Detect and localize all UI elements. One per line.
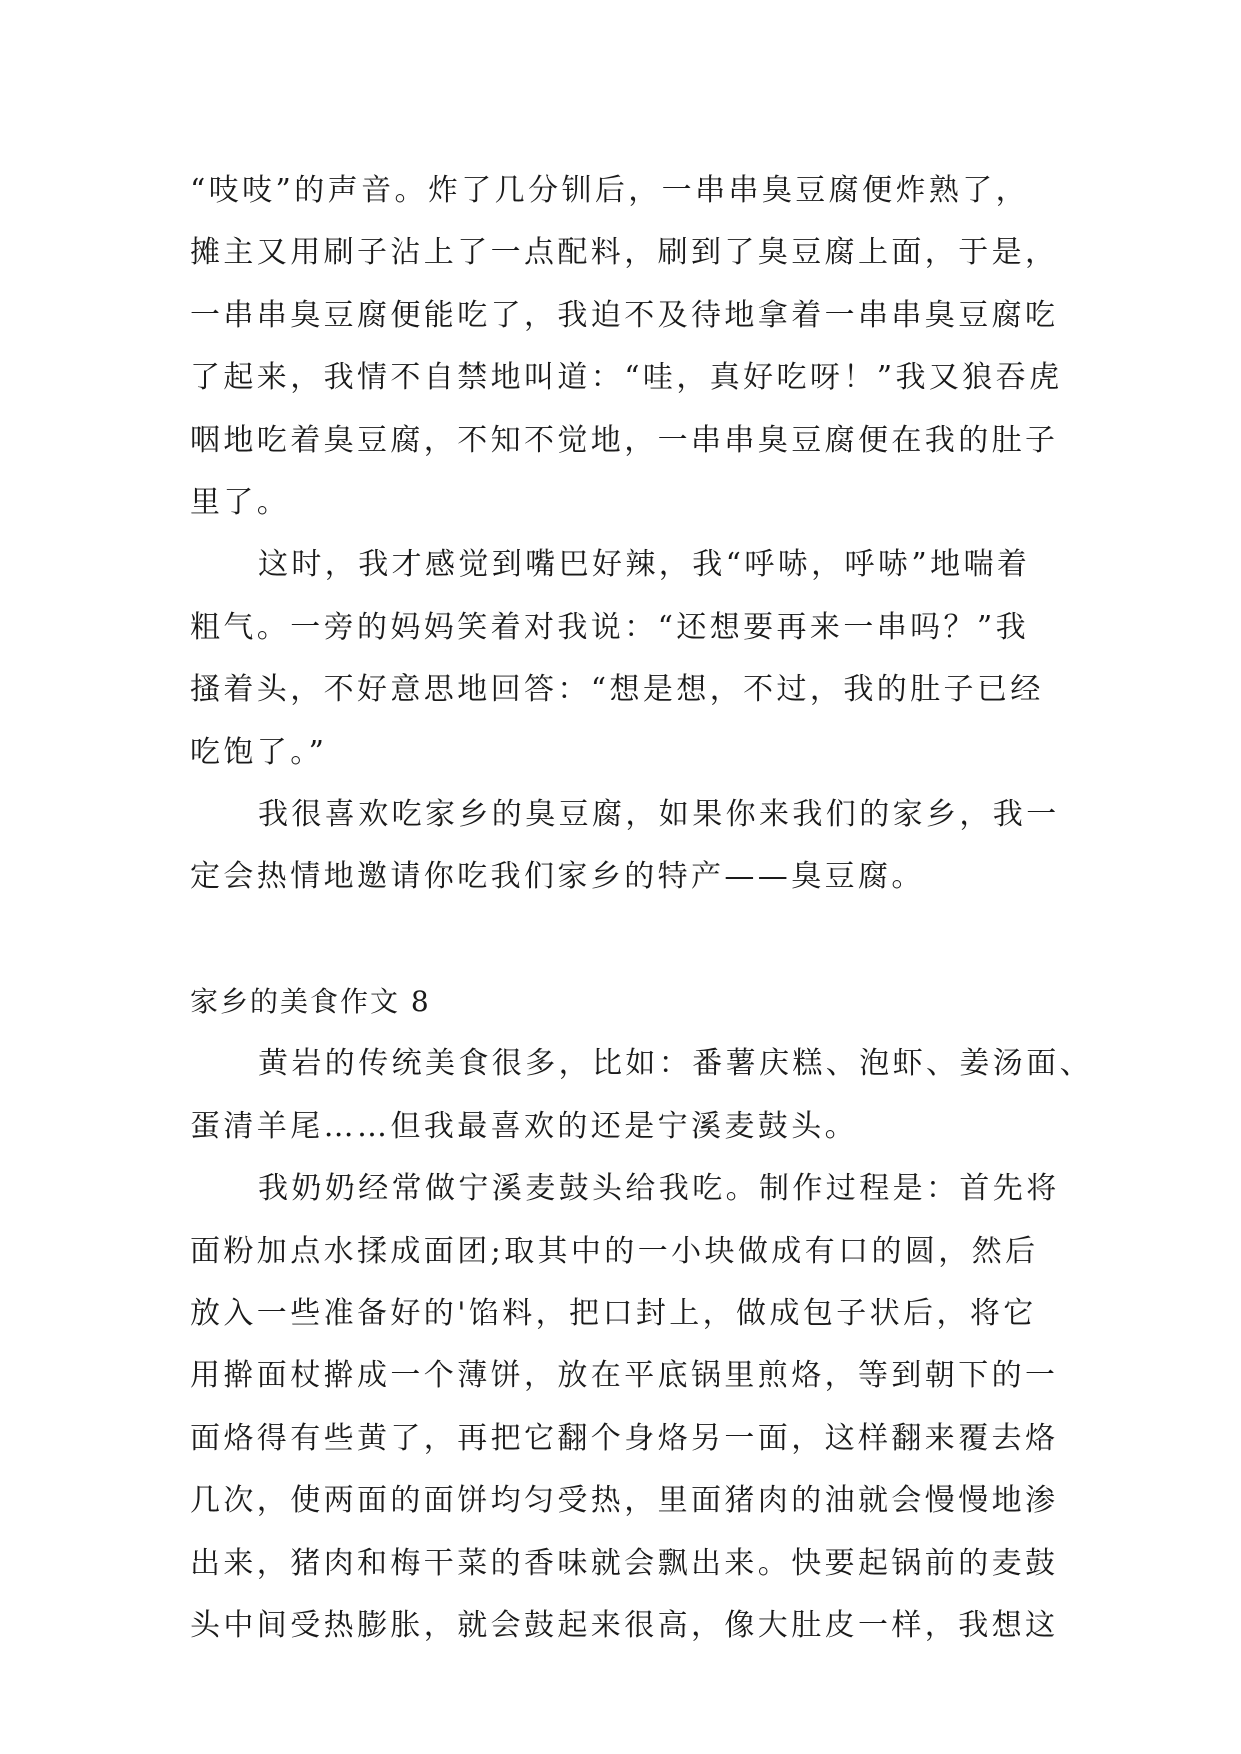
text-line: 黄岩的传统美食很多，比如：番薯庆糕、泡虾、姜汤面、 [258,1046,1093,1082]
text-line: 了起来，我情不自禁地叫道：“哇，真好吃呀！”我又狼吞虎 [190,360,1063,396]
text-line: 吃饱了。” [190,734,328,770]
text-line: 这时，我才感觉到嘴巴好辣，我“呼哧，呼哧”地喘着 [258,547,1031,583]
text-line: 我奶奶经常做宁溪麦鼓头给我吃。制作过程是：首先将 [258,1171,1060,1207]
paragraph [190,784,1060,909]
text-line: 头中间受热膨胀，就会鼓起来很高，像大肚皮一样，我想这 [190,1607,1059,1643]
text-line: 用擀面杖擀成一个薄饼，放在平底锅里煎烙，等到朝下的一 [190,1358,1059,1394]
text-line: “吱吱”的声音。炸了几分钏后，一串串臭豆腐便炸熟了， [190,173,1030,208]
paragraph [190,1158,1060,1657]
text-line: 我很喜欢吃家乡的臭豆腐，如果你来我们的家乡，我一 [258,796,1060,832]
text-line: 面烙得有些黄了，再把它翻个身烙另一面，这样翻来覆去烙 [190,1420,1059,1456]
text-line: 面粉加点水揉成面团;取其中的一小块做成有口的圆，然后 [190,1233,1039,1269]
text-line: 咽地吃着臭豆腐，不知不觉地，一串串臭豆腐便在我的肚子 [190,422,1059,458]
text-line: 定会热情地邀请你吃我们家乡的特产——臭豆腐。 [190,859,925,895]
text-line: 粗气。一旁的妈妈笑着对我说：“还想要再来一串吗？”我 [190,609,1030,645]
text-line: 几次，使两面的面饼均匀受热，里面猪肉的油就会慢慢地渗 [190,1483,1059,1519]
paragraph [190,1033,1093,1158]
text-line: 一串串臭豆腐便能吃了，我迫不及待地拿着一串串臭豆腐吃 [190,297,1059,333]
text-line: 放入一些准备好的'馅料，把口封上，做成包子状后，将它 [190,1296,1037,1332]
text-line: 搔着头，不好意思地回答：“想是想，不过，我的肚子已经 [190,672,1044,708]
paragraph [190,534,1050,784]
blank-line [190,909,1050,971]
text-line: 蛋清羊尾……但我最喜欢的还是宁溪麦鼓头。 [190,1108,858,1144]
essay-heading: 家乡的美食作文 8 [190,985,431,1019]
paragraph [190,160,1063,534]
text-line: 摊主又用刷子沾上了一点配料，刷到了臭豆腐上面，于是， [190,235,1059,271]
text-line: 出来，猪肉和梅干菜的香味就会飘出来。快要起锅前的麦鼓 [190,1545,1059,1581]
document-page [190,160,1093,1657]
text-line: 里了。 [190,484,291,520]
